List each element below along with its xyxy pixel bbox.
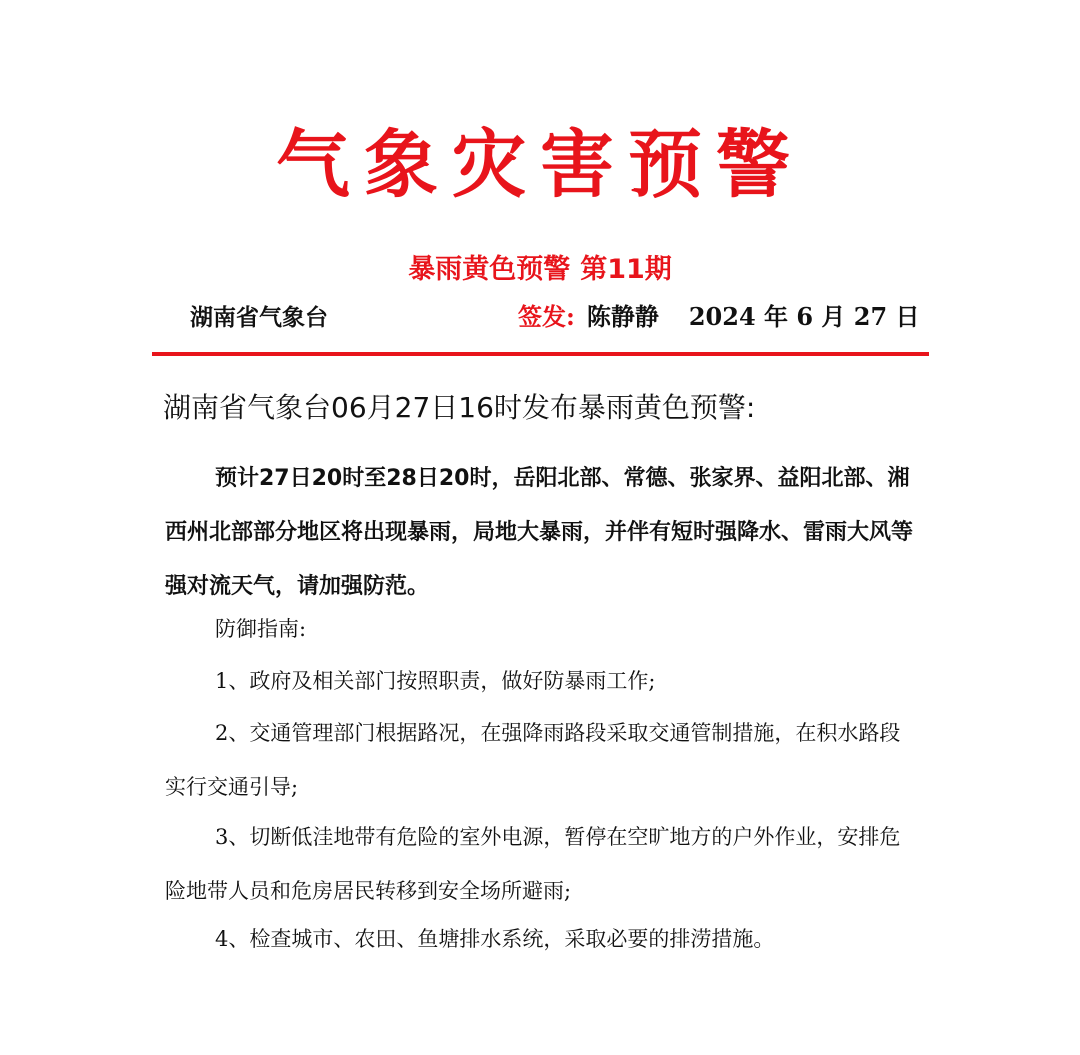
masthead-title: 气象灾害预警 [276,122,804,208]
issue-number: 第11期 [580,254,672,285]
guide-item: 2、交通管理部门根据路况，在强降雨路段采取交通管制措施，在积水路段实行交通引导; [165,721,901,799]
issue-date: 2024 年 6 月 27 日 [688,302,920,331]
guide-title: 防御指南: [215,617,307,641]
header-divider [152,352,929,356]
warning-level: 暴雨黄色预警 [408,254,571,285]
sign-label: 签发: [518,302,575,331]
issuer-name: 湖南省气象台 [190,305,328,331]
forecast-paragraph: 预计27日20时至28日20时，岳阳北部、常德、张家界、益阳北部、湘西州北部部分地区将出现暴雨，局地大暴雨，并伴有短时强降水、雷雨大风等强对流天气，请加强防范。 [165,466,914,599]
guide-item: 4、检查城市、农田、鱼塘排水系统，采取必要的排涝措施。 [215,927,775,951]
signer-name: 陈静静 [586,302,659,331]
guide-item: 3、切断低洼地带有危险的室外电源，暂停在空旷地方的户外作业，安排危险地带人员和危房居民转移到安全场所避雨; [165,825,901,903]
guide-item: 1、政府及相关部门按照职责，做好防暴雨工作; [215,669,656,693]
bulletin-heading: 湖南省气象台06月27日16时发布暴雨黄色预警: [163,391,756,424]
subtitle [0,256,1080,283]
sign-row [518,302,920,331]
